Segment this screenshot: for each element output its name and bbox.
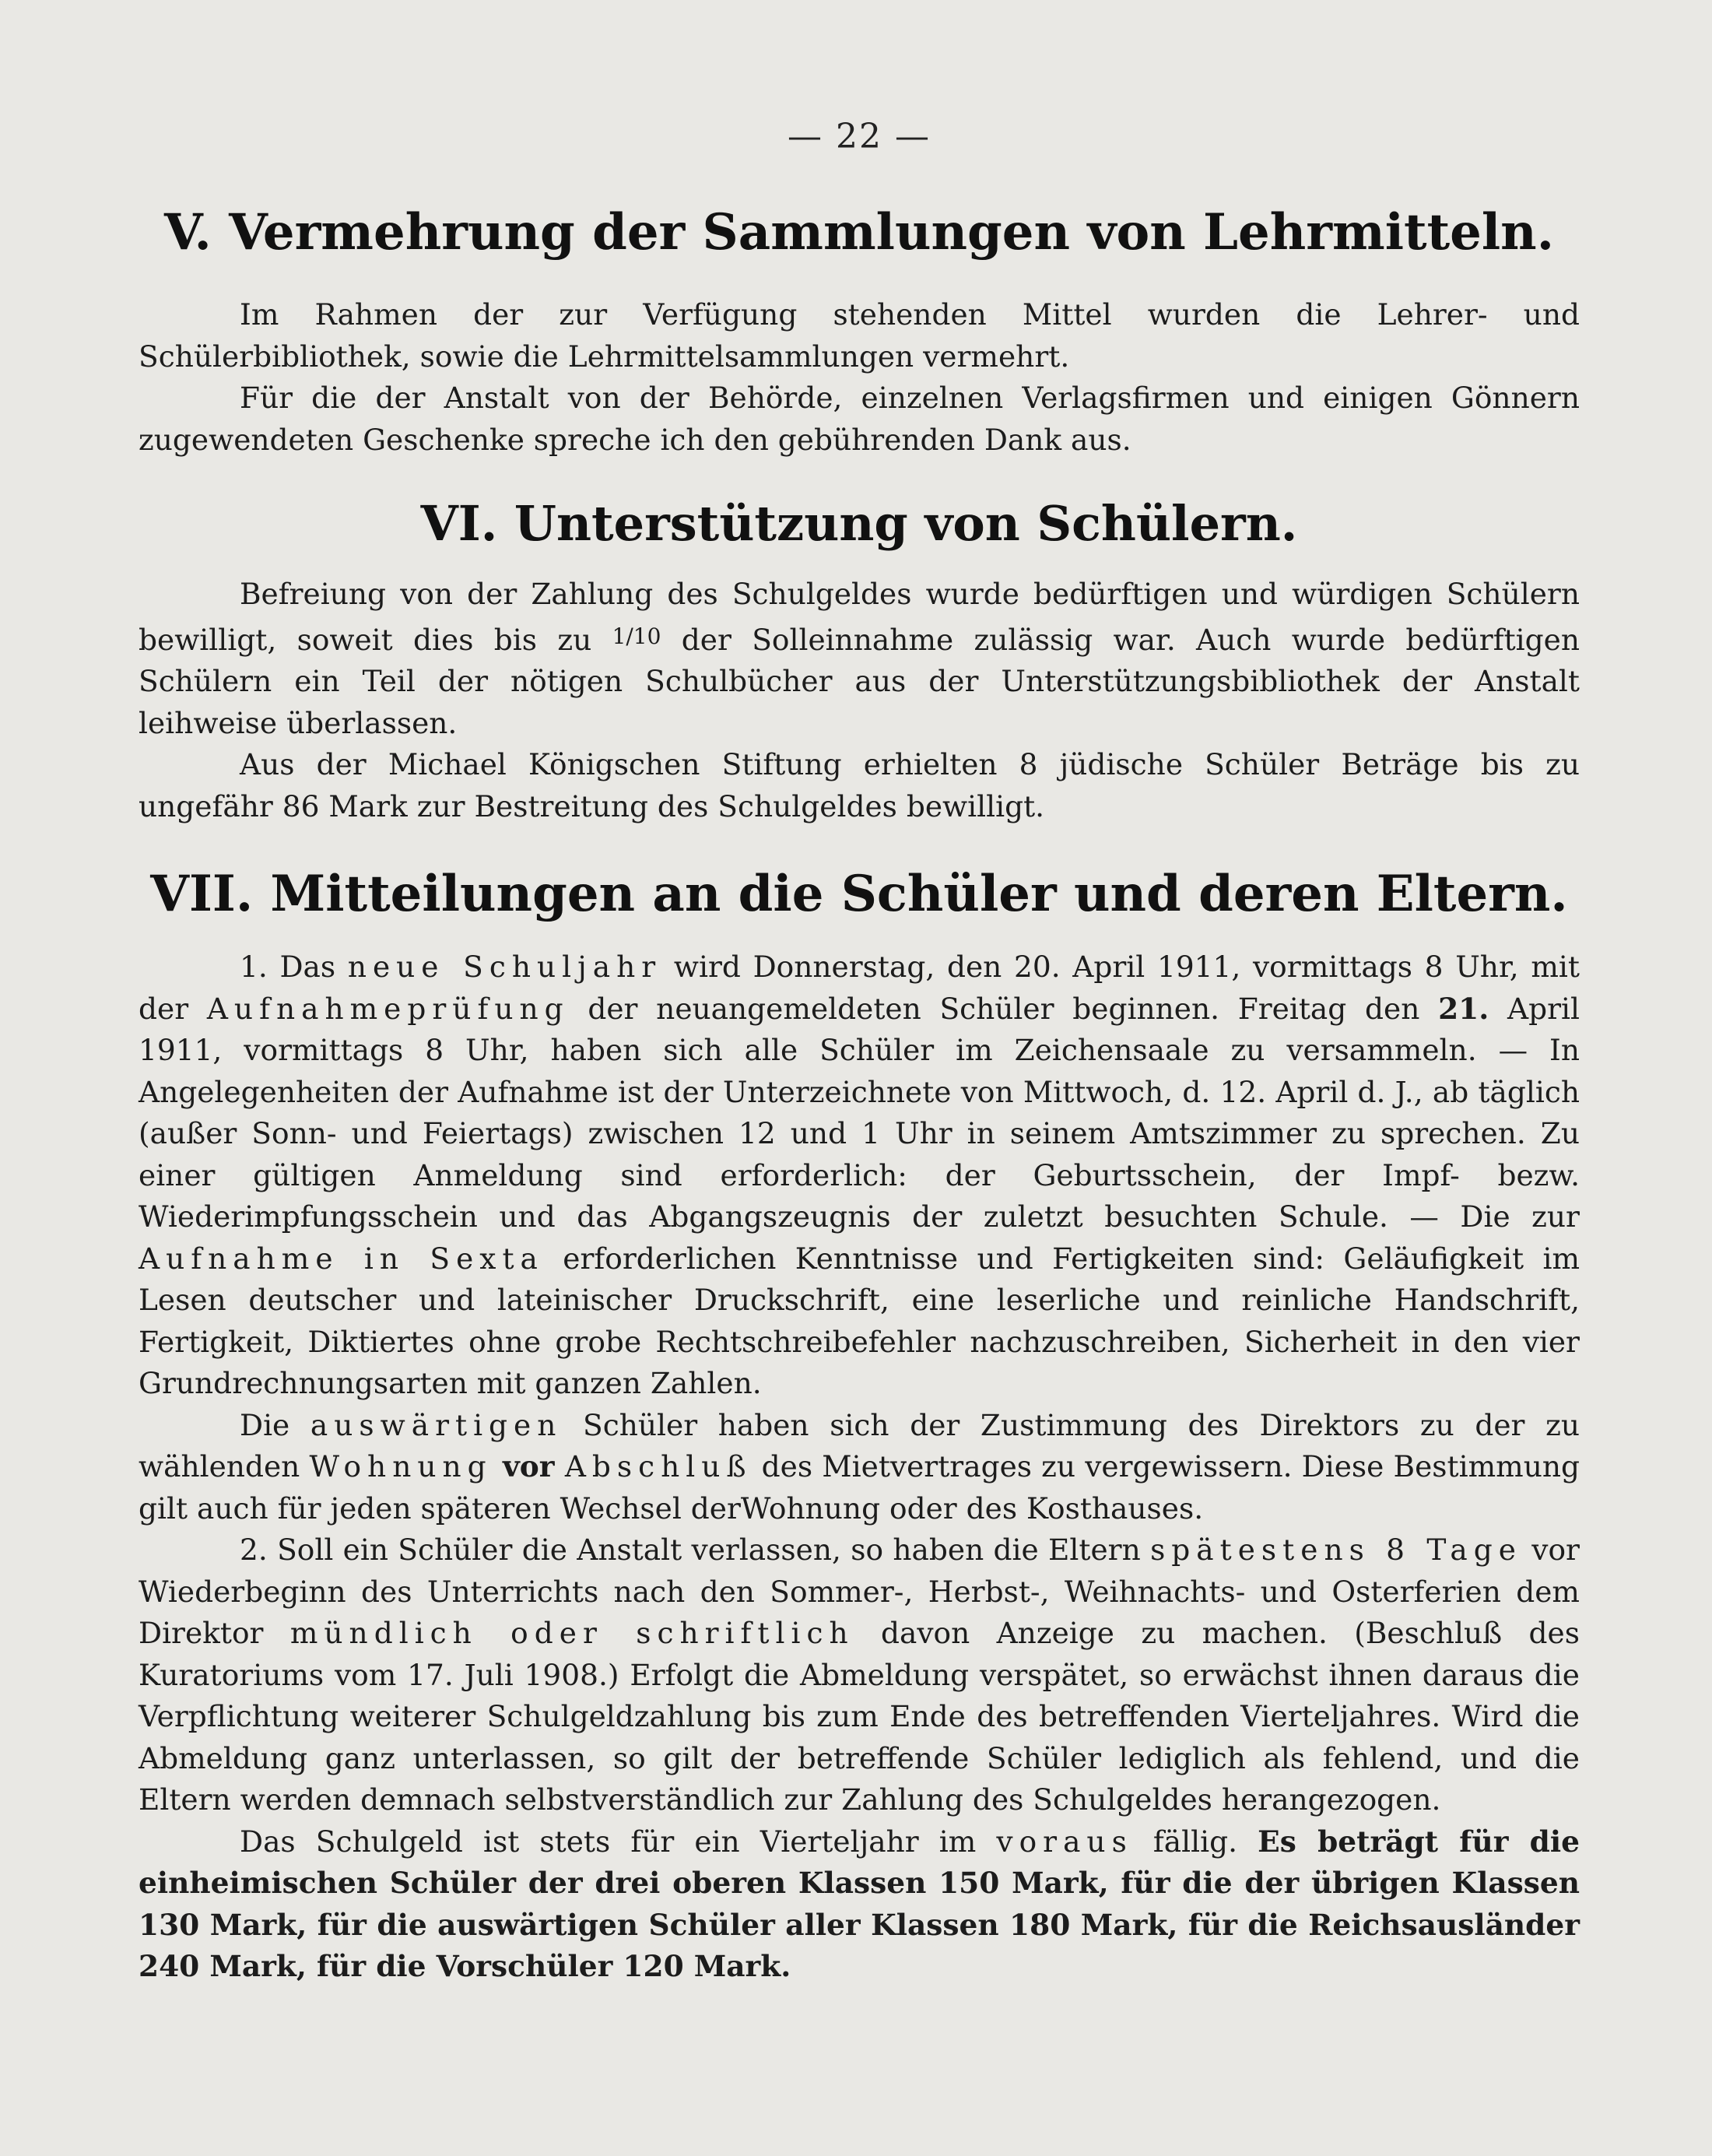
section-vii-paragraph-4: [139, 1821, 1580, 1988]
section-vi-p1-text-b: der Solleinnahme zulässig war. Auch wurde bedürftigen Schülern ein Teil der nötigen Schulbücher aus der Unterstützungsbibliothek der Anstalt leihweise überlassen.: [139, 622, 1580, 740]
vii-p3-spaced-2: mündlich oder schriftlich: [289, 1616, 854, 1650]
vii-p1-text-4: April 1911, vormittags 8 Uhr, haben sich alle Schüler im Zeichensaale zu versammeln. — In Angelegenheiten der Aufnahme ist der Unterzeichnete von Mittwoch, d. 12. April d. J., ab täglich (außer Sonn- und Feiertags) zwischen 12 und 1 Uhr in seinem Amtszimmer zu sprechen. Zu einer gültigen Anmeldung sind erforderlich: der Geburtsschein, der Impf- bezw. Wiederimpfungsschein und das Abgangszeugnis der zuletzt besuchten Schule. — Die zur: [139, 991, 1580, 1234]
vii-p1-text-1: 1. Das: [240, 950, 348, 984]
vii-p2-bold-1: vor: [492, 1449, 565, 1484]
section-vi-p1-text-a: Befreiung von der Zahlung des Schulgeldes wurde bedürftigen und würdigen Schülern bewilligt, soweit dies bis zu: [139, 577, 1580, 657]
vii-p4-bold-1: Es beträgt für die einheimischen Schüler der drei oberen Klassen 150 Mark, für die der übrigen Klassen 130 Mark, für die auswärtigen Schüler aller Klassen 180 Mark, für die Reichsausländer 240 Mark, für die Vorschüler 120 Mark.: [139, 1824, 1580, 1983]
vii-p1-text-2: wird Donnerstag, den 20. April 1911, vormittags 8 Uhr, mit der: [139, 950, 1580, 1026]
vii-p4-spaced-1: voraus: [996, 1824, 1133, 1859]
section-v-paragraph-1: Im Rahmen der zur Verfügung stehenden Mittel wurden die Lehrer- und Schülerbibliothek, sowie die Lehrmittelsammlungen vermehrt.: [139, 297, 1580, 374]
vii-p4-text-1: Das Schulgeld ist stets für ein Vierteljahr im: [240, 1824, 997, 1859]
vii-p3-text-2: vor Wiederbeginn des Unterrichts nach den Sommer-, Herbst-, Weihnachts- und Osterferien dem Direktor: [139, 1533, 1580, 1650]
section-vi-heading: VI. Unterstützung von Schülern.: [420, 495, 1298, 552]
vii-p2-spaced-3: Abschluß: [564, 1449, 753, 1484]
vii-p1-bold-1: 21.: [1438, 991, 1489, 1026]
vii-p3-text-3: davon Anzeige zu machen. (Beschluß des Kuratoriums vom 17. Juli 1908.) Erfolgt die Abmeldung verspätet, so erwächst ihnen daraus die Verpflichtung weiterer Schulgeldzahlung bis zum Ende des betreffenden Vierteljahres. Wird die Abmeldung ganz unterlassen, so gilt der betreffende Schüler lediglich als fehlend, und die Eltern werden demnach selbstverständlich zur Zahlung des Schulgeldes herangezogen.: [139, 1616, 1580, 1817]
section-vi-paragraph-1: [139, 574, 1580, 744]
vii-p1-text-3: der neuangemeldeten Schüler beginnen. Freitag den: [569, 991, 1439, 1026]
vii-p2-text-1: Die: [240, 1407, 310, 1442]
page-number: — 22 —: [788, 117, 931, 156]
section-vii-paragraph-1: [139, 946, 1580, 1405]
vii-p4-text-2: fällig.: [1132, 1824, 1258, 1859]
vii-p3-text-1: 2. Soll ein Schüler die Anstalt verlassen, so haben die Eltern: [240, 1533, 1151, 1567]
fraction-one-tenth: 1/10: [612, 623, 661, 649]
vii-p3-spaced-1: spätestens 8 Tage: [1150, 1533, 1522, 1567]
section-v-paragraph-2: Für die der Anstalt von der Behörde, einzelnen Verlagsfirmen und einigen Gönnern zugewendeten Geschenke spreche ich den gebührenden Dank aus.: [139, 381, 1580, 457]
vii-p1-text-5: erforderlichen Kenntnisse und Fertigkeiten sind: Geläufigkeit im Lesen deutscher und lateinischer Druckschrift, eine leserliche und reinliche Handschrift, Fertigkeit, Diktiertes ohne grobe Rechtschreibefehler nachzuschreiben, Sicherheit in den vier Grundrechnungsarten mit ganzen Zahlen.: [139, 1241, 1580, 1400]
vii-p2-spaced-2: Wohnung: [309, 1449, 493, 1484]
vii-p2-spaced-1: auswärtigen: [310, 1407, 563, 1442]
vii-p1-spaced-2: Aufnahmeprüfung: [206, 991, 570, 1026]
vii-p2-text-2: Schüler haben sich der Zustimmung des Direktors zu der zu wählenden: [139, 1407, 1580, 1484]
section-vii-paragraph-3: [139, 1529, 1580, 1821]
vii-p1-spaced-1: neue Schuljahr: [347, 950, 662, 984]
vii-p2-text-3: des Mietvertrages zu vergewissern. Diese Bestimmung gilt auch für jeden späteren Wechsel derWohnung oder des Kosthauses.: [139, 1449, 1580, 1526]
section-v-heading: V. Vermehrung der Sammlungen von Lehrmitteln.: [164, 203, 1554, 262]
vii-p1-spaced-3: Aufnahme in Sexta: [139, 1241, 544, 1276]
section-vii-paragraph-2: [139, 1405, 1580, 1530]
section-vi-paragraph-2: Aus der Michael Königschen Stiftung erhielten 8 jüdische Schüler Beträge bis zu ungefähr 86 Mark zur Bestreitung des Schulgeldes bewilligt.: [139, 747, 1580, 823]
section-vii-heading: VII. Mitteilungen an die Schüler und deren Eltern.: [150, 865, 1568, 923]
